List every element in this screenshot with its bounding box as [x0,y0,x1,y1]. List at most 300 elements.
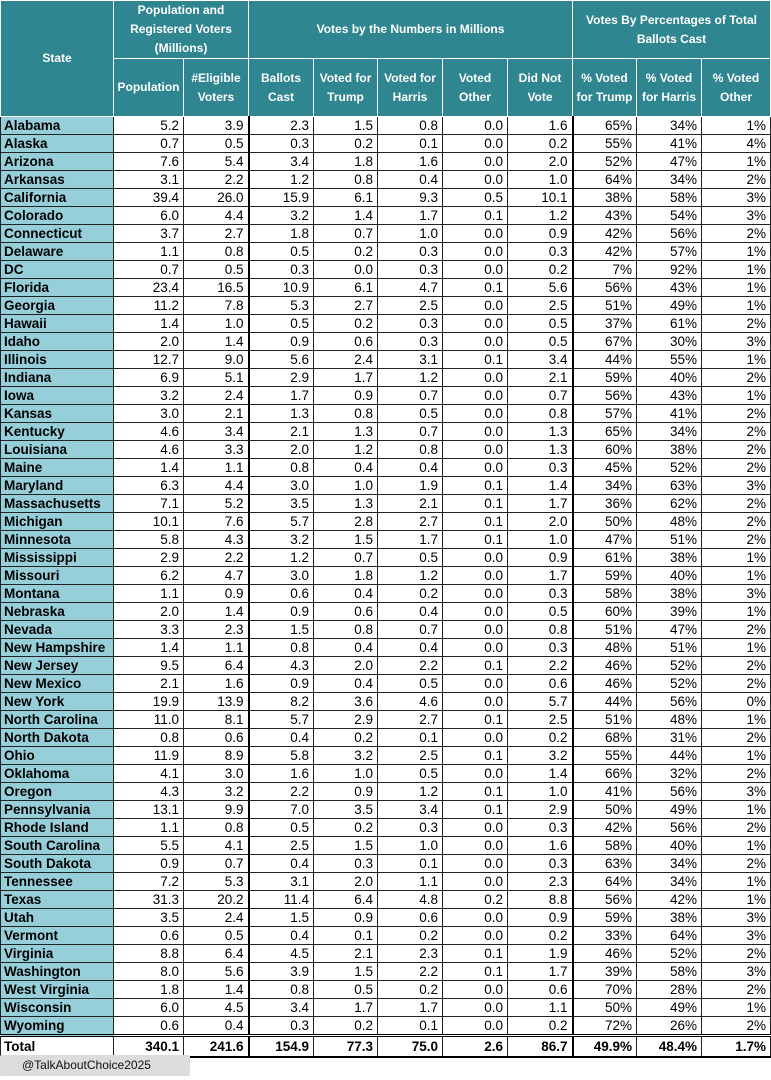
table-row [1,603,771,621]
data-cell: 2.0 [114,603,184,621]
data-cell: 4.5 [184,999,249,1017]
header-ballots-cast: Ballots Cast [249,59,314,117]
data-cell: 2.5 [508,297,573,315]
data-cell: 1.4 [184,603,249,621]
data-cell: 2.0 [249,441,314,459]
data-cell: 0.1 [378,855,443,873]
data-cell: 3.5 [114,909,184,927]
data-cell: 51% [573,711,637,729]
data-cell: 5.6 [249,351,314,369]
data-cell: 1.0 [378,225,443,243]
data-cell: 0.4 [249,855,314,873]
data-cell: 2% [702,981,771,999]
data-cell: 49% [637,999,702,1017]
data-cell: 0.9 [184,585,249,603]
data-cell: 2.1 [184,405,249,423]
data-cell: 10.1 [114,513,184,531]
data-cell: 3.7 [114,225,184,243]
table-row [1,567,771,585]
data-cell: 10.1 [508,189,573,207]
data-cell: 0.6 [314,333,378,351]
data-cell: 0.7 [184,855,249,873]
data-cell: 1.1 [378,873,443,891]
data-cell: 7.2 [114,873,184,891]
table-row [1,999,771,1017]
table-row [1,459,771,477]
data-cell: 0.0 [443,153,508,171]
data-cell: 5.6 [184,963,249,981]
data-cell: 0.3 [378,315,443,333]
data-cell: 1.0 [378,837,443,855]
data-cell: 2.2 [508,657,573,675]
data-cell: 0.1 [443,279,508,297]
header-group-percentages: Votes By Percentages of Total Ballots Cast [573,1,771,59]
data-cell: 0.8 [249,639,314,657]
state-name-cell: DC [1,261,114,279]
data-cell: 0.0 [443,603,508,621]
data-cell: 64% [573,171,637,189]
data-cell: 0.0 [443,585,508,603]
data-cell: 2.5 [508,711,573,729]
data-cell: 0.0 [443,261,508,279]
state-name-cell: Massachusetts [1,495,114,513]
data-cell: 0.5 [249,315,314,333]
data-cell: 2% [702,819,771,837]
total-cell: 340.1 [114,1036,184,1058]
data-cell: 41% [637,135,702,153]
data-cell: 8.8 [114,945,184,963]
table-row [1,891,771,909]
state-name-cell: Florida [1,279,114,297]
data-cell: 1.1 [114,585,184,603]
data-cell: 0.7 [378,423,443,441]
data-cell: 54% [637,207,702,225]
data-cell: 1.1 [184,459,249,477]
data-cell: 4.1 [114,765,184,783]
data-cell: 0.8 [314,621,378,639]
data-cell: 3.2 [184,783,249,801]
data-cell: 44% [573,351,637,369]
data-cell: 1.9 [508,945,573,963]
data-cell: 0.3 [378,333,443,351]
data-cell: 1.8 [114,981,184,999]
data-cell: 1% [702,117,771,135]
data-cell: 1% [702,351,771,369]
state-name-cell: Washington [1,963,114,981]
data-cell: 0.0 [443,171,508,189]
data-cell: 0.2 [508,927,573,945]
data-cell: 28% [637,981,702,999]
data-cell: 36% [573,495,637,513]
data-cell: 59% [573,909,637,927]
data-cell: 13.9 [184,693,249,711]
data-cell: 1.8 [314,153,378,171]
data-cell: 1.7 [378,531,443,549]
data-cell: 3.1 [249,873,314,891]
data-cell: 64% [573,873,637,891]
data-cell: 6.4 [184,657,249,675]
data-cell: 5.4 [184,153,249,171]
table-row [1,369,771,387]
data-cell: 5.2 [184,495,249,513]
data-cell: 3% [702,477,771,495]
data-cell: 6.0 [114,999,184,1017]
data-cell: 3.5 [314,801,378,819]
table-row [1,531,771,549]
data-cell: 0.0 [443,909,508,927]
data-cell: 55% [637,351,702,369]
data-cell: 4% [702,135,771,153]
data-cell: 0.3 [378,243,443,261]
data-cell: 0.4 [378,459,443,477]
state-name-cell: North Dakota [1,729,114,747]
data-cell: 0.8 [249,981,314,999]
data-cell: 2% [702,423,771,441]
data-cell: 1.7 [249,387,314,405]
data-cell: 1.4 [314,207,378,225]
state-name-cell: Alabama [1,117,114,135]
data-cell: 38% [637,909,702,927]
data-cell: 4.4 [184,207,249,225]
data-cell: 2.8 [314,513,378,531]
state-name-cell: Wyoming [1,1017,114,1036]
table-row [1,405,771,423]
data-cell: 0.0 [443,999,508,1017]
data-cell: 38% [637,549,702,567]
data-cell: 1.7 [508,495,573,513]
header-group-population: Population and Registered Voters (Millions) [114,1,249,59]
state-name-cell: Arizona [1,153,114,171]
table-row [1,135,771,153]
state-name-cell: South Dakota [1,855,114,873]
total-label: Total [1,1036,114,1058]
data-cell: 23.4 [114,279,184,297]
data-cell: 6.4 [314,891,378,909]
data-cell: 0.1 [443,945,508,963]
data-cell: 32% [637,765,702,783]
data-cell: 58% [573,837,637,855]
data-cell: 38% [637,441,702,459]
table-row [1,981,771,999]
data-cell: 0.0 [443,927,508,945]
data-cell: 0.1 [378,135,443,153]
data-cell: 0.4 [314,675,378,693]
data-cell: 1.3 [508,423,573,441]
data-cell: 0.0 [443,243,508,261]
table-row [1,225,771,243]
data-cell: 50% [573,999,637,1017]
header-pct-harris: % Voted for Harris [637,59,702,117]
data-cell: 1% [702,999,771,1017]
data-cell: 38% [637,585,702,603]
data-cell: 1.1 [508,999,573,1017]
state-name-cell: Oregon [1,783,114,801]
data-cell: 49% [637,297,702,315]
data-cell: 56% [637,225,702,243]
data-cell: 12.7 [114,351,184,369]
data-cell: 56% [573,891,637,909]
data-cell: 43% [573,207,637,225]
data-cell: 10.9 [249,279,314,297]
data-cell: 0.6 [114,1017,184,1036]
data-cell: 8.9 [184,747,249,765]
table-row [1,387,771,405]
data-cell: 0.0 [443,225,508,243]
data-cell: 47% [573,531,637,549]
data-cell: 2% [702,657,771,675]
data-cell: 0.0 [443,315,508,333]
header-pct-trump: % Voted for Trump [573,59,637,117]
data-cell: 46% [573,675,637,693]
data-cell: 1.6 [184,675,249,693]
data-cell: 3% [702,927,771,945]
data-cell: 0.1 [443,711,508,729]
data-cell: 0.4 [378,171,443,189]
data-cell: 2.0 [314,657,378,675]
data-cell: 0.5 [443,189,508,207]
data-cell: 3.6 [314,693,378,711]
data-cell: 1% [702,261,771,279]
data-cell: 3.0 [184,765,249,783]
table-row [1,765,771,783]
data-cell: 0.5 [378,675,443,693]
data-cell: 3% [702,207,771,225]
state-name-cell: Connecticut [1,225,114,243]
data-cell: 0.0 [443,675,508,693]
header-state: State [1,1,114,117]
data-cell: 11.0 [114,711,184,729]
data-cell: 0.0 [443,117,508,135]
data-cell: 0.1 [443,495,508,513]
state-name-cell: New Hampshire [1,639,114,657]
data-cell: 1% [702,873,771,891]
table-row [1,117,771,135]
data-cell: 0.2 [508,729,573,747]
data-cell: 0.2 [443,891,508,909]
data-cell: 16.5 [184,279,249,297]
data-cell: 0.1 [443,513,508,531]
data-cell: 2.0 [314,873,378,891]
data-cell: 2% [702,513,771,531]
data-cell: 64% [637,927,702,945]
data-cell: 0.4 [184,1017,249,1036]
data-cell: 0.2 [508,1017,573,1036]
total-row [1,1036,771,1058]
data-cell: 59% [573,369,637,387]
data-cell: 1.7 [378,207,443,225]
data-cell: 0.8 [184,243,249,261]
data-cell: 9.9 [184,801,249,819]
data-cell: 1.1 [114,819,184,837]
data-cell: 1.6 [508,117,573,135]
data-cell: 3.4 [378,801,443,819]
data-cell: 0.5 [378,405,443,423]
table-row [1,639,771,657]
data-cell: 3% [702,783,771,801]
data-cell: 0.1 [443,657,508,675]
data-cell: 4.4 [184,477,249,495]
data-cell: 4.1 [184,837,249,855]
data-cell: 2.1 [314,945,378,963]
data-cell: 0.3 [508,585,573,603]
data-cell: 5.8 [114,531,184,549]
state-name-cell: Kentucky [1,423,114,441]
state-name-cell: Illinois [1,351,114,369]
data-cell: 0.4 [249,927,314,945]
state-name-cell: Mississippi [1,549,114,567]
data-cell: 56% [637,819,702,837]
state-name-cell: California [1,189,114,207]
data-cell: 3.9 [184,117,249,135]
data-cell: 3.0 [114,405,184,423]
data-cell: 0.7 [314,549,378,567]
state-name-cell: Montana [1,585,114,603]
data-cell: 1.3 [249,405,314,423]
data-cell: 0.7 [114,135,184,153]
data-cell: 3.1 [378,351,443,369]
data-cell: 2.1 [249,423,314,441]
data-cell: 0.2 [314,729,378,747]
data-cell: 1.2 [249,549,314,567]
data-cell: 0.0 [443,873,508,891]
data-cell: 6.2 [114,567,184,585]
data-cell: 0.3 [508,639,573,657]
data-cell: 0.1 [443,351,508,369]
data-cell: 0.3 [378,261,443,279]
data-cell: 52% [573,153,637,171]
data-cell: 0.0 [314,261,378,279]
data-cell: 1.3 [314,495,378,513]
data-cell: 6.3 [114,477,184,495]
data-cell: 43% [637,387,702,405]
data-cell: 48% [637,711,702,729]
data-cell: 56% [637,783,702,801]
data-cell: 37% [573,315,637,333]
data-cell: 2% [702,621,771,639]
total-cell: 75.0 [378,1036,443,1058]
data-cell: 34% [637,855,702,873]
table-row [1,801,771,819]
data-cell: 4.6 [114,441,184,459]
data-cell: 33% [573,927,637,945]
data-cell: 65% [573,117,637,135]
data-cell: 5.7 [249,711,314,729]
data-cell: 3.1 [114,171,184,189]
data-cell: 2.0 [508,153,573,171]
data-cell: 2.5 [378,297,443,315]
data-cell: 40% [637,837,702,855]
table-row [1,315,771,333]
data-cell: 4.7 [378,279,443,297]
data-cell: 3.0 [249,477,314,495]
data-cell: 0.8 [184,819,249,837]
table-row [1,963,771,981]
data-cell: 58% [573,585,637,603]
table-row [1,657,771,675]
data-cell: 0.0 [443,387,508,405]
table-row [1,945,771,963]
data-cell: 56% [637,693,702,711]
data-cell: 1.4 [114,315,184,333]
data-cell: 0.1 [443,477,508,495]
data-cell: 0.7 [508,387,573,405]
data-cell: 1.7 [508,567,573,585]
table-row [1,171,771,189]
data-cell: 2.3 [508,873,573,891]
data-cell: 0.2 [378,927,443,945]
data-cell: 0.0 [443,837,508,855]
data-cell: 0.3 [508,243,573,261]
data-cell: 4.6 [378,693,443,711]
table-row [1,333,771,351]
table-row [1,423,771,441]
data-cell: 0.6 [314,603,378,621]
data-cell: 3% [702,909,771,927]
data-cell: 3% [702,189,771,207]
data-cell: 1.5 [314,963,378,981]
data-cell: 0.7 [378,621,443,639]
data-cell: 52% [637,459,702,477]
data-cell: 2.2 [184,171,249,189]
data-cell: 0.9 [508,225,573,243]
data-cell: 1% [702,153,771,171]
data-cell: 0.8 [314,405,378,423]
total-cell: 86.7 [508,1036,573,1058]
data-cell: 2% [702,225,771,243]
total-cell: 49.9% [573,1036,637,1058]
data-cell: 52% [637,657,702,675]
data-cell: 3.2 [114,387,184,405]
state-name-cell: Minnesota [1,531,114,549]
data-cell: 7.6 [184,513,249,531]
data-cell: 4.5 [249,945,314,963]
data-cell: 0.7 [378,387,443,405]
header-voted-harris: Voted for Harris [378,59,443,117]
table-row [1,513,771,531]
data-cell: 0.2 [314,243,378,261]
data-cell: 0.4 [378,639,443,657]
data-cell: 2.0 [508,513,573,531]
data-cell: 52% [637,945,702,963]
header-voted-other: Voted Other [443,59,508,117]
data-cell: 3.5 [249,495,314,513]
data-cell: 5.3 [249,297,314,315]
data-cell: 1.2 [314,441,378,459]
data-cell: 19.9 [114,693,184,711]
state-name-cell: Ohio [1,747,114,765]
data-cell: 1.8 [249,225,314,243]
data-cell: 43% [637,279,702,297]
data-cell: 0.6 [508,981,573,999]
data-cell: 41% [573,783,637,801]
data-cell: 1% [702,297,771,315]
data-cell: 2% [702,729,771,747]
data-cell: 0.0 [443,333,508,351]
data-cell: 0.5 [184,927,249,945]
data-cell: 1.4 [184,333,249,351]
table-row [1,621,771,639]
data-cell: 9.3 [378,189,443,207]
data-cell: 2.2 [378,963,443,981]
data-cell: 2% [702,765,771,783]
state-name-cell: New York [1,693,114,711]
data-cell: 0.9 [249,603,314,621]
data-cell: 51% [573,297,637,315]
table-row [1,495,771,513]
table-row [1,261,771,279]
data-cell: 2.3 [184,621,249,639]
total-cell: 2.6 [443,1036,508,1058]
